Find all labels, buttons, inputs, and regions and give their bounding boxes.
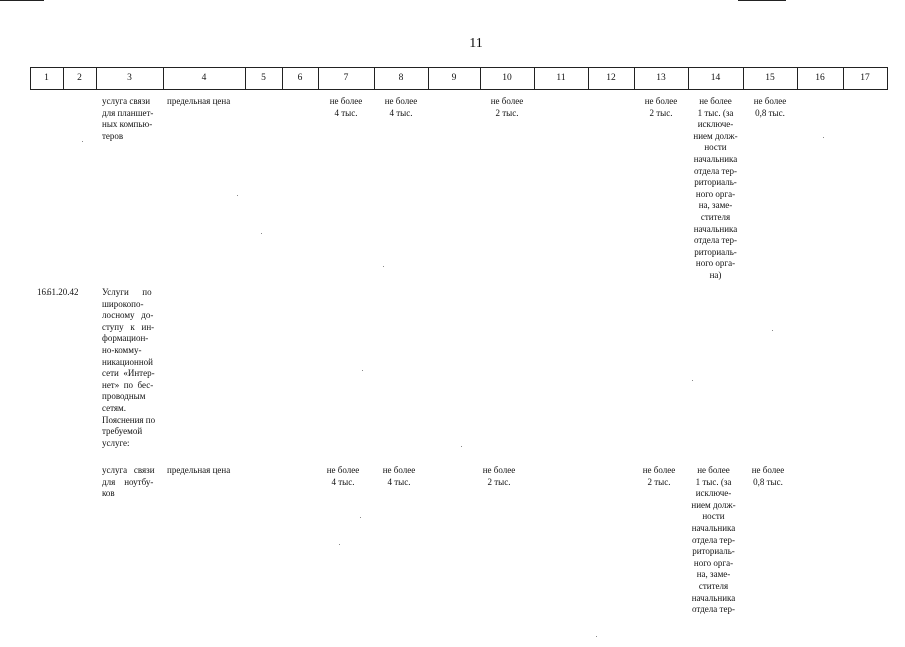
indicator-name: предельная цена [167,96,231,106]
scan-speck [596,636,597,637]
scan-speck [823,137,824,138]
value-col10: не более 2 тыс. [490,96,524,118]
scan-speck [692,380,693,381]
okpd-code: 61.20.42 [47,287,79,297]
value-col10: не более 2 тыс. [482,465,516,487]
header-bottom-rule [30,89,888,90]
column-header: 12 [606,73,616,83]
row-number: 16. [37,287,49,297]
scan-speck [362,370,363,371]
column-header: 2 [77,73,82,83]
column-header: 8 [398,73,404,83]
column-header: 7 [343,73,349,83]
scan-speck [82,141,83,142]
column-header: 4 [201,73,207,83]
scan-speck [261,233,262,234]
service-name: услуга связи для ноутбу- ков [102,465,155,499]
column-header: 3 [127,73,132,83]
value-col15: не более 0,8 тыс. [751,465,785,487]
column-header: 16 [815,73,825,83]
column-header: 17 [860,73,870,83]
requirements-table [30,67,888,647]
value-col7: не более 4 тыс. [326,465,360,487]
column-header: 13 [656,73,666,83]
scan-speck [461,446,462,447]
page-number: 11 [469,36,483,51]
top-edge-line [738,0,786,1]
scan-speck [772,330,773,331]
scan-speck [339,544,340,545]
value-col7: не более 4 тыс. [329,96,363,118]
column-header: 15 [765,73,775,83]
scan-speck [360,517,361,518]
column-header: 9 [451,73,457,83]
column-header: 5 [261,73,266,83]
column-header: 6 [297,73,303,83]
value-col13: не более 2 тыс. [642,465,676,487]
indicator-name: предельная цена [167,465,231,475]
scan-speck [383,266,384,267]
service-name: Услуги по широкопо- лосному до- ступу к ин- формацион- но-комму- никационной сети «Интер- нет» по бес- проводным сетям. Пояснения по требуемой услуге: [102,287,156,448]
value-col13: не более 2 тыс. [644,96,678,118]
column-header: 10 [502,73,512,83]
column-divider [887,67,888,89]
value-col8: не более 4 тыс. [382,465,416,487]
scan-speck [237,195,238,196]
value-col14: не более 1 тыс. (за исключе- нием долж- ности начальника отдела тер- риториаль- ного орга- на, заме- стителя начальника отдела тер- риториаль- ного орга- на) [693,96,738,280]
top-edge-line [0,0,44,1]
value-col14: не более 1 тыс. (за исключе- нием долж- ности начальника отдела тер- риториаль- ного орга- на, заме- стителя начальника отдела тер- [691,465,736,615]
service-name: услуга связи для планшет- ных компью- теров [102,96,154,141]
column-header: 11 [556,73,566,83]
column-header: 1 [44,73,49,83]
value-col8: не более 4 тыс. [384,96,418,118]
column-header: 14 [710,73,721,83]
value-col15: не более 0,8 тыс. [753,96,787,118]
